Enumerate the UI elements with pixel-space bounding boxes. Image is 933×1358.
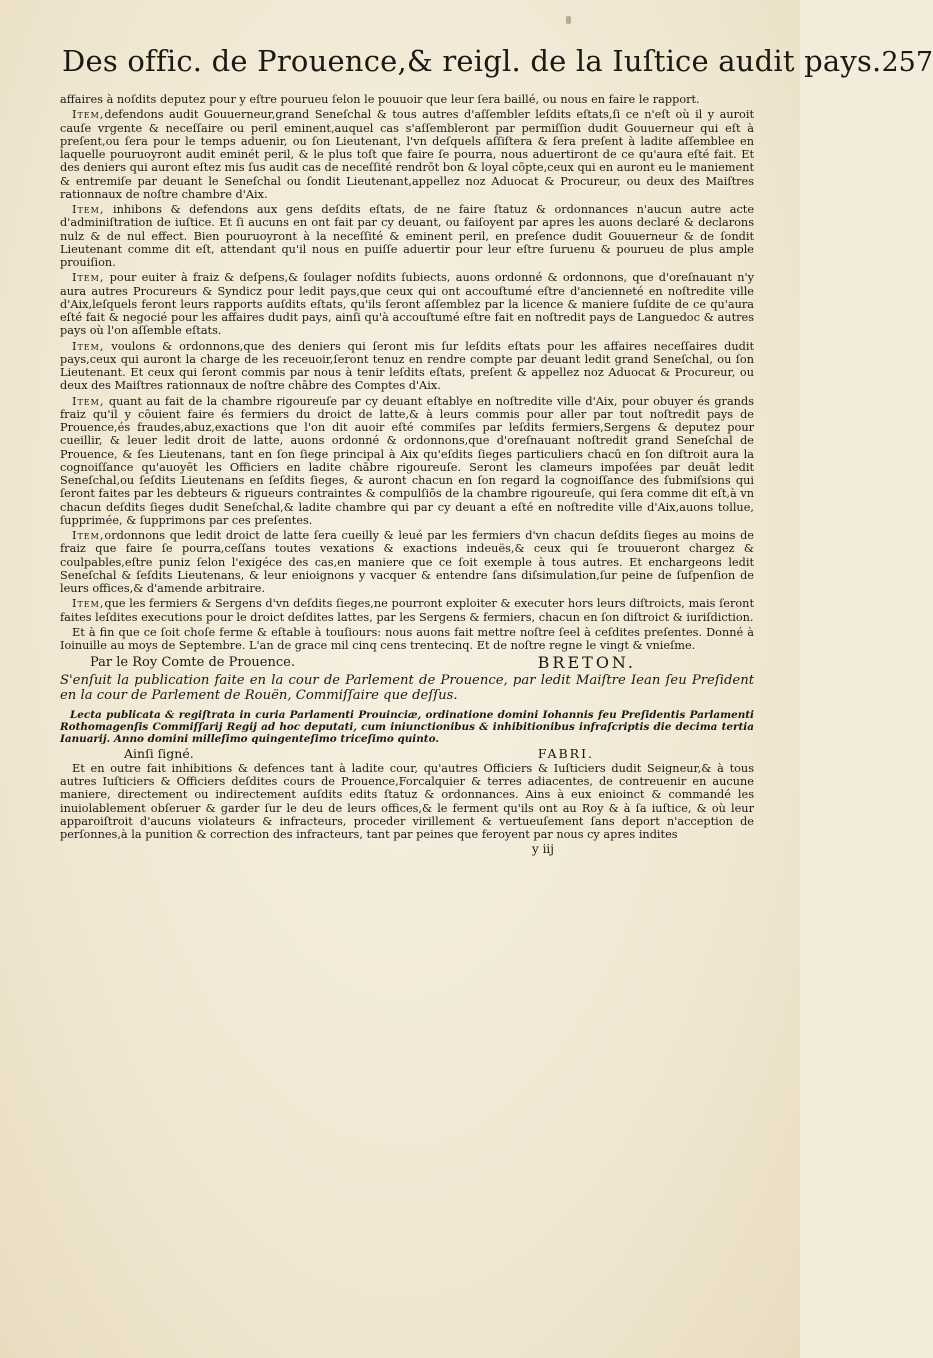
paragraph	[60, 340, 754, 393]
item-keyword: Item,	[72, 108, 105, 122]
paragraph	[60, 597, 754, 624]
item-keyword: Item,	[72, 394, 105, 408]
paragraph-text: pour euiter à fraiz & deſpens,& ſoulager noſdits ſubiects, auons ordonné & ordonnons, que d'oreſnauant n'y aura autres Procureurs & Syndicz pour ledit pays,que ceux qui ont accouſtumé eſtre d'ancienneté en noſtredite ville d'Aix,leſquels feront leurs rapports auſdits eſtats, qu'ils ſeront aſſemblez par la licence & maniere ſuſdite de ce qu'aura eſté fait & negocié pour les affaires dudit pays, ainſi qu'à accouſtumé eſtre fait en noſtredit pays de Languedoc & autres pays où l'on aſſemble eſtats.	[60, 271, 755, 338]
paragraph	[60, 529, 754, 595]
item-keyword: Item,	[72, 529, 105, 542]
paper-speck	[566, 16, 571, 24]
paragraph-text: inhibons & defendons aux gens deſdits eſtats, de ne faire ſtatuz & ordonnances n'aucun autre acte d'adminiſtration de iuſtice. Et ſi aucuns en ont fait par cy deuant, ou faiſoyent par apres les auons declaré & declarons nulz & de nul effect. Bien pouruoyront à la neceſſité & eminent peril, en preſence dudit Gouuerneur & de ſondit Lieutenant comme dit eſt, attendant qu'il nous en puiſſe aduertir pour leur eſtre ſuruenu & pourueu de plus ample prouiſion.	[60, 203, 754, 269]
final-paragraph: Et en outre fait inhibitions & defences tant à ladite cour, qu'autres Officiers & Iuſticiers dudit Seigneur,& à tous autres Iuſticiers & Officiers deſdites cours de Prouence,Forcalquier & terres adiacentes, de contreuenir en aucune maniere, directement ou indirectement auſdits edits ſtatuz & ordonnances. Ains à eux enioinct & commandé les inuiolablement obſeruer & garder ſur le deu de leurs offices,& le ferment qu'ils ont au Roy & à ſa iuſtice, & où leur apparoiſtroit d'aucuns violateurs & infracteurs, proceder virillement & vertueuſement ſans deport n'acception de perſonnes,à la punition & correction des infracteurs, tant par peines que feroyent par nous cy apres indites	[60, 761, 754, 842]
clerk-signature-line	[60, 747, 754, 760]
paragraph-text: affaires à noſdits deputez pour y eſtre pourueu ſelon le pouuoir que leur ſera baillé, ou nous en faire le rapport.	[60, 93, 700, 106]
paragraph	[60, 93, 754, 106]
item-keyword: Item,	[72, 271, 105, 285]
paragraph	[60, 108, 754, 201]
royal-signature-line	[60, 653, 754, 673]
paragraph-text: que les fermiers & Sergens d'vn deſdits ſieges,ne pourront exploiter & executer hors leurs diſtroicts, mais ſeront faites leſdites executions pour le droict deſdites lattes, par les Sergens & fermiers, chacun en ſon diſtroict & iuriſdiction.	[60, 597, 754, 624]
paragraph-text: defendons audit Gouuerneur,grand Seneſchal & tous autres d'aſſembler leſdits eſtats,ſi ce n'eſt où il y auroit cauſe vrgente & neceſſaire ou peril eminent,auquel cas s'aſſembleront par permiſſion dudit Gouuerneur qui eſt à preſent,ou ſera pour le temps aduenir, ou ſon Lieutenant, l'vn deſquels aſſiſtera & ſera preſent à ladite aſſemblee en laquelle pouruoyront audit eminét peril, & le plus toſt que faire ſe pourra, nous aduertiront de ce qu'aura eſté fait. Et des deniers qui auront eſtez mis ſus audit cas de neceſſité rendrōt bon & loyal cōpte,ceux qui en auront eu le maniement & entremiſe par deuant le Seneſchal ou ſondit Lieutenant,appellez noz Aduocat & Procureur, ou deux des Maiſtres rationnaux de noſtre chambre d'Aix.	[60, 108, 755, 201]
signed-label: Ainſi ſigné.	[124, 745, 194, 761]
paragraph	[60, 271, 754, 337]
signatory-fabri: FABRI.	[537, 745, 594, 761]
page-body	[60, 93, 754, 857]
page-title: Des offic. de Prouence,& reigl. de la Iuſtice audit pays.	[62, 44, 882, 78]
paragraph-text: ordonnons que ledit droict de latte ſera cueilly & leué par les fermiers d'vn chacun deſdits ſieges au moins de fraiz que faire ſe pourra,ceſſans toutes vexations & exactions indeuës,& ceux qui ſe trouueront chargez & coulpables,eſtre puniz ſelon l'exigéce des cas,en maniere que ce ſoit exemple à tous autres. Et enchargeons ledit Seneſchal & ſeſdits Lieutenans, & leur enioignons y vacquer & entendre ſans diſsimulation,ſur peine de ſuſpenſion de leurs offices,& d'amende arbitraire.	[60, 529, 754, 595]
paragraph	[60, 626, 754, 653]
item-keyword: Item,	[72, 203, 105, 216]
paragraph	[60, 395, 754, 528]
item-keyword: Item,	[72, 597, 105, 611]
item-keyword: Item,	[72, 339, 105, 353]
latin-registration: Lecta publicata & regiſtrata in curia Parlamenti Prouinciæ, ordinatione domini Iohannis feu Preſidentis Parlamenti Rothomagenſis Commiſſarij Regij ad hoc deputati, cum iniunctionibus & inhibitionibus infraſcriptis die decima tertia Ianuarij. Anno domini milleſimo quingenteſimo triceſimo quinto.	[60, 708, 754, 746]
running-header	[62, 44, 933, 78]
page-number: 257	[881, 47, 933, 78]
signature-mark: y iij	[532, 842, 554, 857]
paragraph-text: quant au fait de la chambre rigoureuſe par cy deuant eſtablye en noſtredite ville d'Aix, pour obuyer és grands fraiz qu'il y cōuient faire és fermiers du droict de latte,& à leurs commis pour aller par tout noſtredit pays de Prouence,és fraudes,abuz,exactions que l'on dit auoir eſté commiſes par leſdits fermiers,Sergens & deputez pour cueillir, & leuer ledit droit de latte, auons ordonné & ordonnons,que d'oreſnauant noſtredit grand Seneſchal de Prouence, & ſes Lieutenans, tant en ſon ſiege principal à Aix qu'eſdits ſieges particuliers chacū en ſon diſtroit aura la cognoiſſance qu'auoyēt les Officiers en ladite chābre rigoureuſe. Seront les clameurs impoſées par deuāt ledit Seneſchal,ou ſeſdits Lieutenans en ſeſdits ſieges, & auront chacun en ſon regard la cognoiſſance des ſubmiſsions qui ſeront faites par les debteurs & rigueurs contraintes & compulſiōs de la chambre rigoureuſe, qui ſera comme dit eſt,à vn chacun deſdits ſieges dudit Seneſchal,& ladite chambre qui par cy deuant a eſté en noſtredite ville d'Aix,auons tollue, ſupprimée, & ſupprimons par ces preſentes.	[60, 394, 754, 527]
signatory-breton: BRETON.	[537, 653, 636, 673]
signature-by-king: Par le Roy Comte de Prouence.	[90, 655, 295, 671]
paragraph-text: voulons & ordonnons,que des deniers qui ſeront mis ſur leſdits eſtats pour les affaires neceſſaires dudit pays,ceux qui auront la charge de les receuoir,ſeront tenuz en rendre compte par deuant ledit grand Seneſchal, ou ſon Lieutenant. Et ceux qui ſeront commis par nous à tenir leſdits eſtats, preſent & appellez noz Aduocat & Procureur, ou deux des Maiſtres rationnaux de noſtre chābre des Comptes d'Aix.	[60, 339, 755, 393]
publication-notice: S'enſuit la publication faite en la cour de Parlement de Prouence, par ledit Maiſtre Iean ſeu Preſident en la cour de Parlement de Rouën, Commiſſaire que deſſus.	[60, 672, 754, 703]
paragraph-text: Et à fin que ce ſoit choſe ferme & eſtable à touſiours: nous auons fait mettre noſtre ſeel à ceſdites preſentes. Donné à Ioinuille au moys de Septembre. L'an de grace mil cinq cens trentecinq. Et de noſtre regne le vingt & vnieſme.	[60, 625, 754, 652]
paragraph	[60, 203, 754, 269]
